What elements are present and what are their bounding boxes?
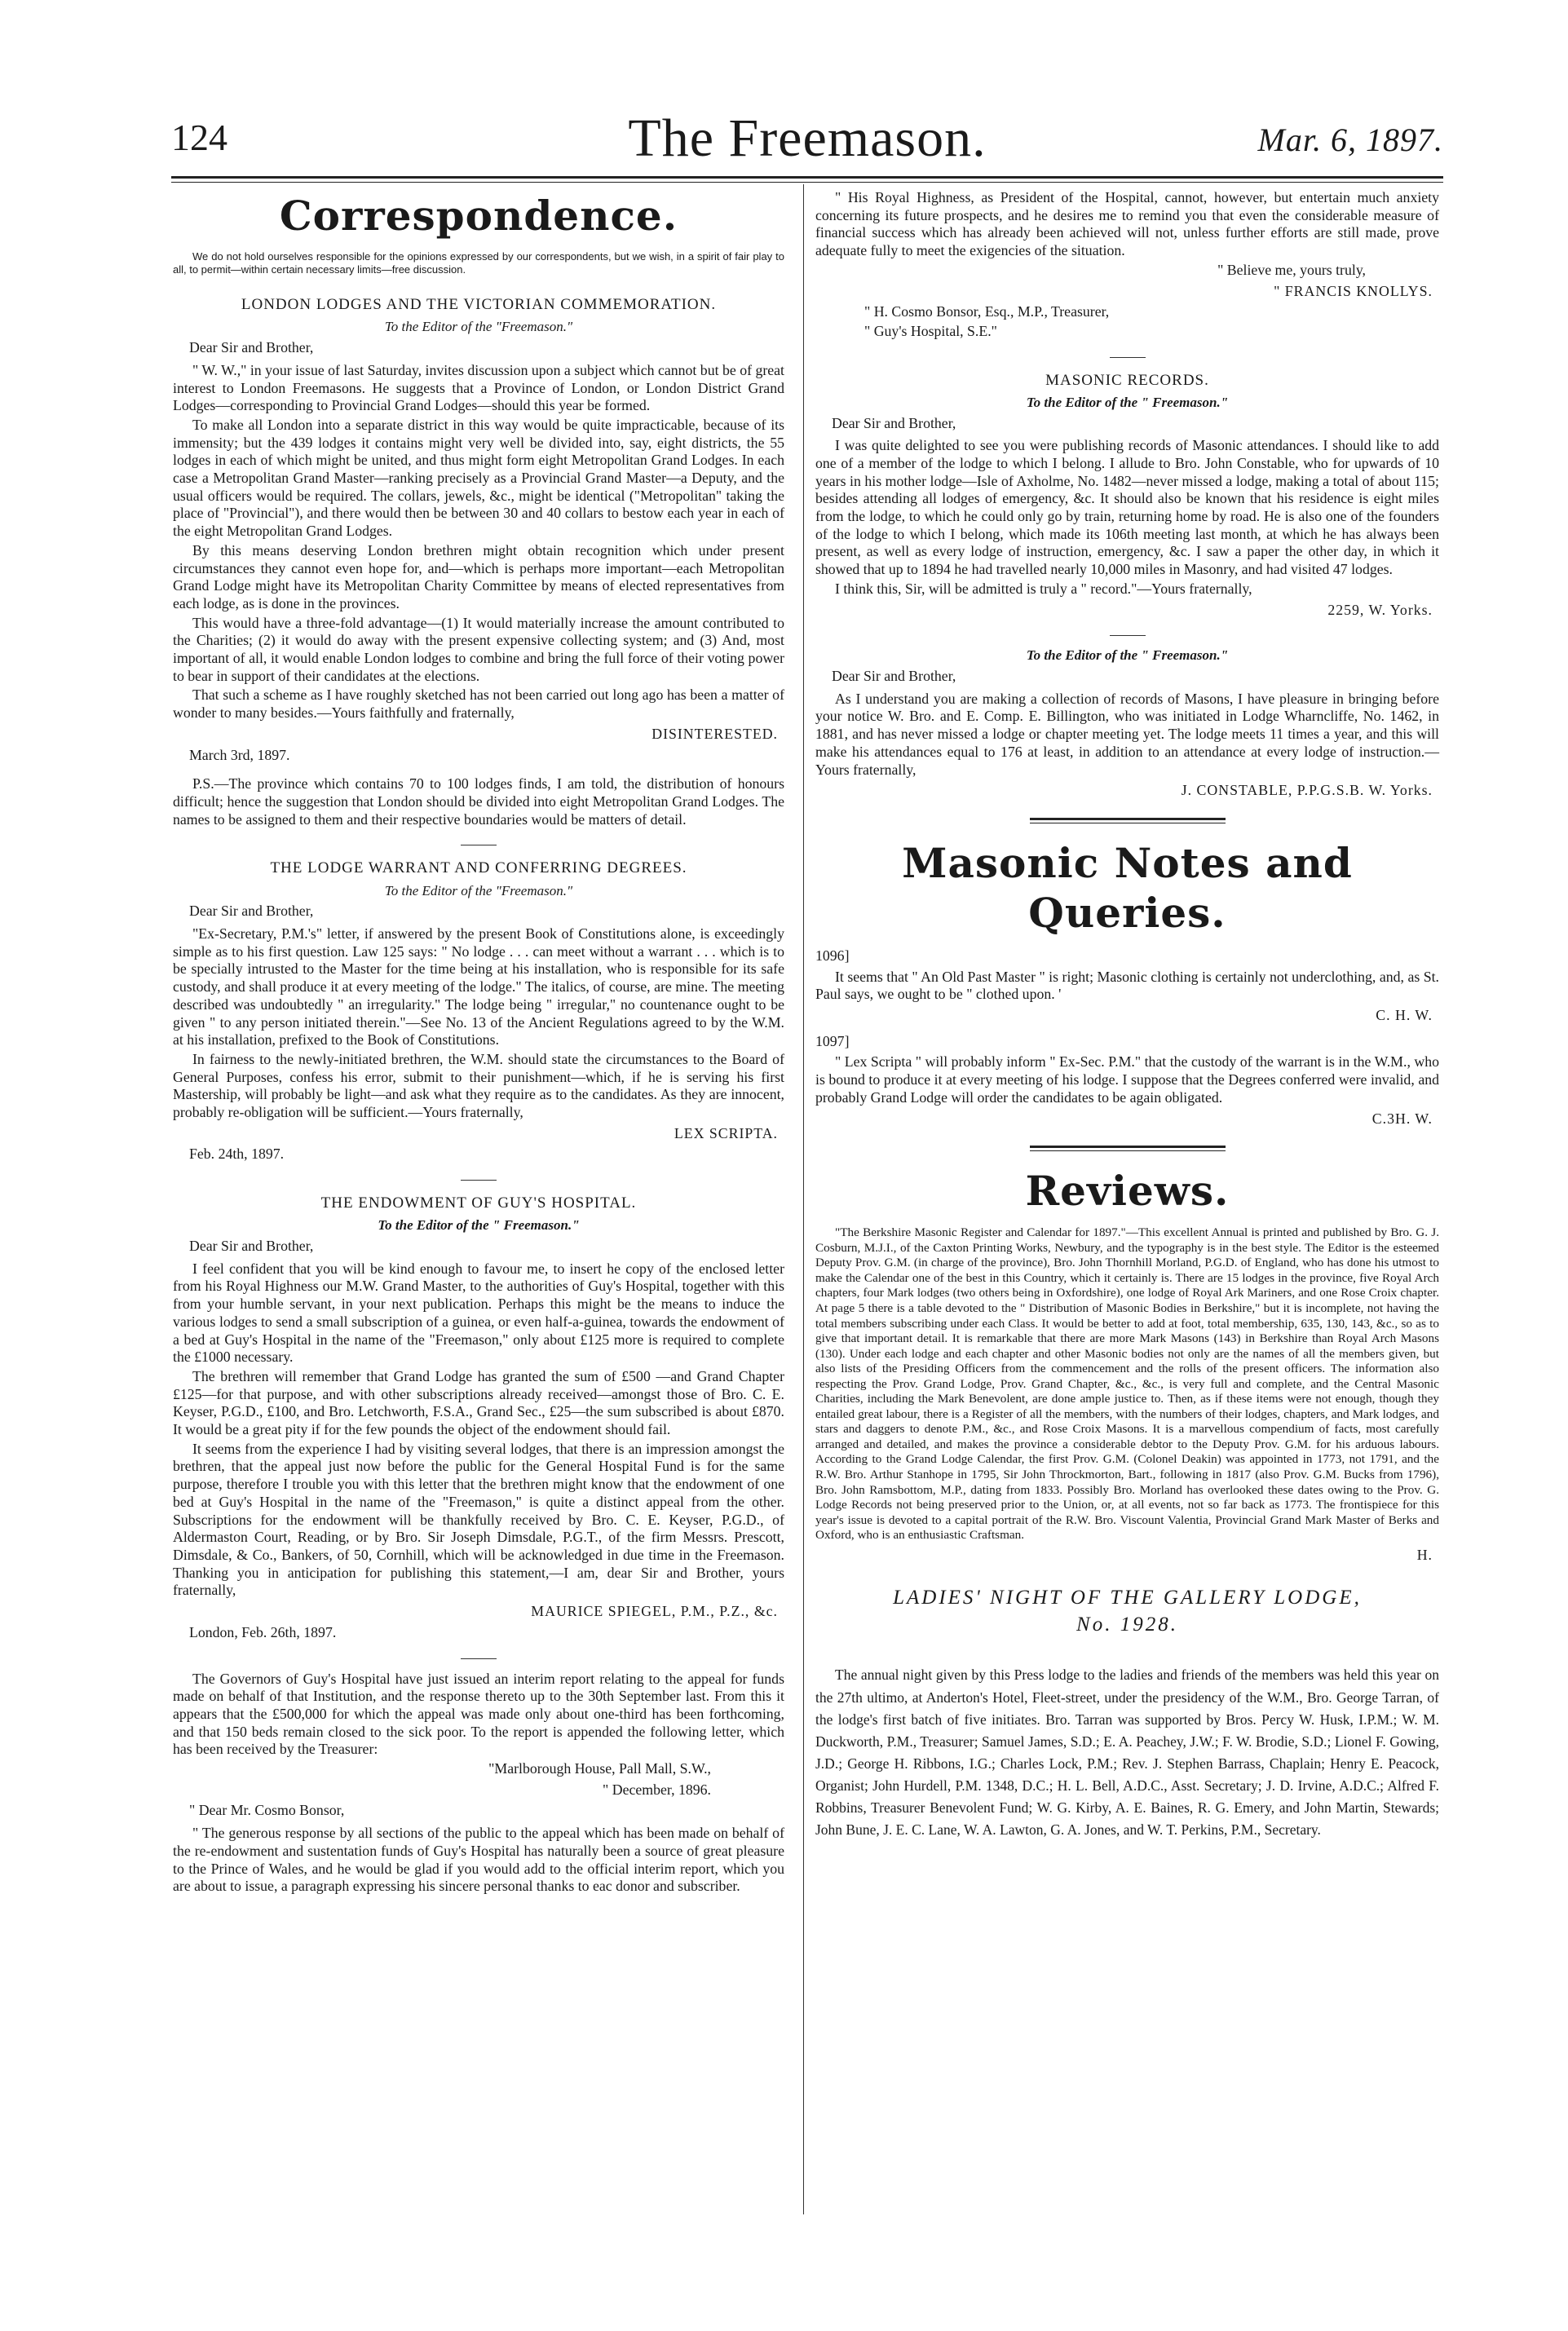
review-text: "The Berkshire Masonic Register and Calendar for 1897."—This excellent Annual is printed and published by Bro. G. J. Cosburn, M.J.I., of the Caxton Printing Works, Newbury, and the typography is in the best style. The Editor is the esteemed Deputy Prov. G.M. (in charge of the province), Bro. John Thornhill Morland, P.G.D. of England, who has done his utmost to make the Calendar one of the best in this Country, which it certainly is. There are 15 lodges in the province, five Royal Arch chapters, four Mark lodges (two others being in Oxfordshire), one lodge of Royal Ark Mariners, and one Rose Croix chapter. At page 5 there is a table devoted to the " Distribution of Masonic Bodies in Berkshire," but it is incomplete, not having the total members subscribing under each Class. It would be better to add at foot, total membership, 635, 130, 143, &c., so as to give that important detail. It is remarkable that there are more Mark Masons (143) in Berkshire than Royal Arch Masons (130). Under each lodge and each chapter and other Masonic bodies not only are the names of all the members given, but also lists of the Presiding Officers from the commencement and the rolls of the present officers. The information also respecting the Prov. Grand Lodge, Prov. Grand Chapter, &c., &c., is very full and complete, and the Central Masonic Charities, including the Mark Benevolent, are done ample justice to. Then, as if these items were not enough, though they entailed great labour, there is a Register of all the members, with the numbers of their lodges, chapters, and Mark lodges, and stars and daggers to denote P.M., &c., and Rose Croix Masons. It is a marvellous compendium of facts, most carefully arranged and detailed, and makes the province a considerable debtor to the Deputy Prov. G.M. for his arduous labours. According to the Grand Lodge Calendar, the first Prov. G.M. (Colonel Deakin) was appointed in 1773, not 1791, and the R.W. Bro. Arthur Stanhope in 1795, Sir John Throckmorton, Bart., following in 1817 (also Prov. G.M. Bucks from 1796), Bro. John Ramsbottom, M.P., dating from 1833. Possibly Bro. Morland has overlooked these dates owing to the Prov. G. Lodge Records not being preserved prior to the Union, or, at all events, not so far back as 1773. The frontispiece for this year's issue is devoted to a capital portrait of the R.W. Bro. Viscount Valentia, Provincial Grand Mark Master of Berks and Oxford, who is an enthusiastic Craftsman. <box>815 1225 1439 1543</box>
ladies-night-lodge-number: No. 1928. <box>1076 1613 1178 1636</box>
left-column <box>173 189 784 1897</box>
query-number: 1097] <box>815 1032 850 1049</box>
letter-postscript: P.S.—The province which contains 70 to 100 lodges finds, I am told, the distribution of honours difficult; hence the suggestion that London should be divided into eight Metropolitan Grand Lodges. The names to be assigned to them and their respective boundaries would be matters of detail. <box>173 775 784 828</box>
salutation: Dear Sir and Brother, <box>189 903 314 920</box>
masthead-rule <box>171 176 1443 179</box>
address-line: "Marlborough House, Pall Mall, S.W., <box>488 1760 711 1777</box>
to-editor-line: To the Editor of the "Freemason." <box>384 319 573 335</box>
letter-paragraph: I was quite delighted to see you were publishing records of Masonic attendances. I should like to add one of a member of the lodge to which I belong. I allude to Bro. John Constable, who for upwards of 10 years in his mother lodge—Isle of Axholme, No. 1482—never missed a lodge, making a total of about 115; besides attending all lodges of emergency, &c. It should also be known that his residence is eight miles from the lodge, to which he could only go by train, returning home by road. He is also one of the founders of the lodge to which I belong, which made its 106th meeting last month, at which he has always been present, as well as every lodge of instruction, emergency, &c. I saw a paper the other day, in which it showed that up to 1894 he had travelled nearly 10,000 miles in Masonry, and had visited 47 lodges. <box>815 437 1439 578</box>
double-rule <box>1030 1146 1226 1151</box>
page-number: 124 <box>171 117 227 158</box>
letter-heading: THE ENDOWMENT OF GUY'S HOSPITAL. <box>320 1194 637 1212</box>
letter-signature: DISINTERESTED. <box>651 725 778 742</box>
to-editor-line: To the Editor of the "Freemason." <box>384 882 573 898</box>
letter-date: London, Feb. 26th, 1897. <box>189 1623 337 1640</box>
correspondence-disclaimer: We do not hold ourselves responsible for the opinions expressed by our correspondents, but we wish, in a spirit of fair play to all, to permit—within certain necessary limits—free discussion. <box>173 250 784 276</box>
section-rule <box>1110 635 1146 636</box>
letter-heading: MASONIC RECORDS. <box>1045 371 1209 389</box>
letter-paragraph: The brethren will remember that Grand Lodge has granted the sum of £500 —and Grand Chapter £125—for that purpose, and with other subscriptions already received—amongst those of Bro. C. E. Keyser, P.G.D., £100, and Bro. Letchworth, F.S.A., Grand Sec., £25—the sum subscribed is about £870. It would be a great pity if for the few pounds the object of the endowment should fail. <box>173 1367 784 1438</box>
correspondence-title: Correspondence. <box>279 192 678 240</box>
query-signature: C. H. W. <box>1376 1007 1433 1024</box>
issue-date: Mar. 6, 1897. <box>1257 121 1443 158</box>
query-signature: C.3H. W. <box>1371 1110 1433 1127</box>
letter-paragraph: " W. W.," in your issue of last Saturday, invites discussion upon a subject which cannot but be of great interest to London Freemasons. He suggests that a Province of London, or London District Grand Lodges—corresponding to Provincial Grand Lodges—should this year be formed. <box>173 361 784 414</box>
right-column <box>815 189 1439 1843</box>
notes-queries-title: Masonic Notes and Queries. <box>902 838 1353 937</box>
dear-line: " Dear Mr. Cosmo Bonsor, <box>189 1802 345 1819</box>
query-text: " Lex Scripta " will probably inform " Ex-Sec. P.M." that the custody of the warrant is in the W.M., who is bound to produce it at every meeting of his lodge. I suppose that the Degrees conferred were invalid, and probably Grand Lodge will order the candidates to be again obligated. <box>815 1053 1439 1106</box>
letter-paragraph: That such a scheme as I have roughly sketched has not been carried out long ago has been a matter of wonder to many besides.—Yours faithfully and fraternally, <box>173 686 784 722</box>
newspaper-title: The Freemason. <box>628 108 987 168</box>
letter-signature: LEX SCRIPTA. <box>674 1124 778 1141</box>
letter-date: Feb. 24th, 1897. <box>189 1146 285 1163</box>
section-rule <box>1110 357 1146 358</box>
column-divider <box>803 184 804 2214</box>
letter-paragraph: By this means deserving London brethren might obtain recognition which under present circumstances they cannot even hope for, and—which is perhaps more important—each Metropolitan Grand Lodge might have its Metropolitan Charity Committee by means of elected representatives from each lodge, as is done in the provinces. <box>173 541 784 611</box>
letter-paragraph: It seems from the experience I had by visiting several lodges, that there is an impression amongst the brethren, that the appeal just now before the public for the General Hospital Fund is for the same purpose, therefore I trouble you with this letter that the brethren might know that the endowment of one bed at Guy's Hospital in the name of the "Freemason," is quite a distinct appeal from the other. Subscriptions for the endowment will be thankfully received by Bro. C. E. Keyser, P.G.D., of Aldermaston Court, Reading, or by Bro. Sir Joseph Dimsdale, P.G.T., of the firm Messrs. Prescott, Dimsdale, & Co., Bankers, of 50, Cornhill, which will be acknowledged in due time in the Freemason. Thanking you in anticipation for publishing this statement,—I am, dear Sir and Brother, yours fraternally, <box>173 1440 784 1599</box>
section-rule <box>461 1180 497 1181</box>
section-rule <box>461 1658 497 1659</box>
to-editor-line: To the Editor of the " Freemason." <box>1026 647 1229 664</box>
ladies-night-heading <box>815 1585 1439 1638</box>
salutation: Dear Sir and Brother, <box>189 339 314 356</box>
salutation: Dear Sir and Brother, <box>832 668 956 684</box>
reviews-title: Reviews. <box>1025 1167 1230 1216</box>
address-line: " December, 1896. <box>603 1781 711 1798</box>
letter-signature: J. CONSTABLE, P.P.G.S.B. W. Yorks. <box>1181 782 1433 799</box>
to-editor-line: To the Editor of the " Freemason." <box>1026 394 1229 410</box>
to-editor-line: To the Editor of the " Freemason." <box>378 1217 580 1234</box>
letter-paragraph: This would have a three-fold advantage—(1) It would materially increase the amount contributed to the Charities; (2) it would do away with the present expensive collecting system; and (3) And, most important of all, it would enable London lodges to combine and bring the full force of their voting power to bear in support of their candidates at the elections. <box>173 614 784 684</box>
addressee-line: " H. Cosmo Bonsor, Esq., M.P., Treasurer, <box>864 303 1110 320</box>
query-text: It seems that " An Old Past Master " is right; Masonic clothing is certainly not underclothing, and, as St. Paul says, we ought to be " clothed upon. ' <box>815 968 1439 1003</box>
royal-letter-paragraph: " The generous response by all sections of the public to the appeal which has been made on behalf of the re-endowment and sustentation funds of Guy's Hospital has naturally been a source of great pleasure to the Prince of Wales, and he would be glad if you would add to the official interim report, which you are about to issue, a paragraph expressing his sincere personal thanks to eac donor and subscriber. <box>173 1825 784 1895</box>
letter-signature: 2259, W. Yorks. <box>1327 601 1433 618</box>
ladies-night-text: The annual night given by this Press lodge to the ladies and friends of the members was held this year on the 27th ultimo, at Anderton's Hotel, Fleet-street, under the presidency of the W.M., Bro. George Tarran, of the lodge's first batch of five initiates. Bro. Tarran was supported by Bros. Percy W. Husk, I.P.M.; W. M. Duckworth, P.M., Treasurer; Samuel James, S.D.; E. A. Peachey, J.W.; F. W. Brodie, S.D.; Lionel F. Gowing, J.D.; George H. Ribbons, I.G.; Charles Lock, P.M.; Rev. J. Stephen Barrass, Chaplain; Henry E. Peacock, Organist; John Hurdell, P.M. 1348, D.C.; H. L. Bell, A.D.C., Asst. Secretary; J. D. Irvine, A.D.C.; Alfred F. Robbins, Treasurer Benevolent Fund; W. G. Kirby, A. E. Baines, R. G. Emery, and John Martin, Stewards; John Bune, J. E. C. Lane, W. A. Lawton, G. A. Jones, and W. T. Perkins, P.M., Secretary. <box>815 1667 1439 1839</box>
letter-paragraph: As I understand you are making a collection of records of Masons, I have pleasure in bringing before your notice W. Bro. and E. Comp. E. Billington, who was initiated in Lodge Wharncliffe, No. 1462, in 1881, and has never missed a lodge or chapter meeting yet. The lodge meets 11 times a year, and this will make his attendances equal to 176 at least, in addition to an attendance at every lodge of instruction.—Yours fraternally, <box>815 690 1439 778</box>
letter-date: March 3rd, 1897. <box>189 746 290 763</box>
letter-heading: LONDON LODGES AND THE VICTORIAN COMMEMORATION. <box>241 296 717 314</box>
royal-letter-paragraph: " His Royal Highness, as President of the Hospital, cannot, however, but entertain much anxiety concerning its future prospects, and he desires me to remind you that even the considerable measure of financial success which has already been achieved will not, unless further efforts are still made, prove adequate fully to meet the exigencies of the situation. <box>815 189 1439 259</box>
letter-paragraph: To make all London into a separate district in this way would be quite impracticable, because of its immensity; but the 439 lodges it contains might very well be divided into, say, eight districts, the 55 lodges in each of which might be united, and thus might form eight Metropolitan Grand Lodges. In each case a Metropolitan Grand Master—ranking precisely as a Provincial Grand Master—a Deputy, and the usual officers would be required. The collars, jewels, &c., might be identical ("Metropolitan" taking the place of "Provincial"), and there would then be between 30 and 40 collars to bestow each year in each of the eight Metropolitan Grand Lodges. <box>173 416 784 540</box>
letter-paragraph: I feel confident that you will be kind enough to favour me, to insert he copy of the enclosed letter from his Royal Highness our M.W. Grand Master, to the authorities of Guy's Hospital, together with this from your humble servant, in your next publication. Perhaps this might be the means to induce the various lodges to send a small subscription of a guinea, or even half-a-guinea, towards the endowment of a bed at Guy's Hospital in the name of the "Freemason," only about £125 more is required to complete the £1000 necessary. <box>173 1260 784 1366</box>
letter-signature: MAURICE SPIEGEL, P.M., P.Z., &c. <box>531 1603 778 1620</box>
governors-paragraph: The Governors of Guy's Hospital have just issued an interim report relating to the appeal for funds made on behalf of that Institution, and the response thereto up to the 30th September last. From this it appears that the £500,000 for which the appeal was made only about one-third has been forthcoming, and that 150 beds remain closed to the sick poor. To the report is appended the following letter, which has been received by the Treasurer: <box>173 1670 784 1758</box>
letter-paragraph: In fairness to the newly-initiated brethren, the W.M. should state the circumstances to the Board of General Purposes, confess his error, submit to their punishment—which, if he is serving his first Mastership, will probably be light—and ask what they require as to the candidates. As they are innocent, probably re-obligation will be sufficient.—Yours fraternally, <box>173 1050 784 1121</box>
salutation: Dear Sir and Brother, <box>832 414 956 431</box>
salutation: Dear Sir and Brother, <box>189 1238 314 1255</box>
letter-heading: THE LODGE WARRANT AND CONFERRING DEGREES. <box>270 859 687 877</box>
query-number: 1096] <box>815 947 850 964</box>
masthead <box>171 108 1443 168</box>
masthead-rule-thin <box>171 182 1443 183</box>
double-rule <box>1030 818 1226 823</box>
addressee-line: " Guy's Hospital, S.E." <box>864 322 997 339</box>
letter-paragraph: "Ex-Secretary, P.M.'s" letter, if answered by the present Book of Constitutions alone, is exceedingly simple as to his first question. Law 125 says: " No lodge . . . can meet without a warrant . . . which is to be specially intrusted to the Master for the time being at his installation, who is responsible for its safe custody, and shall produce it at every meeting of the lodge." The italics, of course, are mine. The meeting described was undoubtedly " an irregularity." The lodge being " irregular," no countenance ought to be given " to any person initiated therein."—See No. 13 of the Ancient Regulations agreed to by the W.M. at his installation, prefixed to the Book of Constitutions. <box>173 925 784 1049</box>
review-signature: H. <box>1416 1546 1433 1563</box>
letter-signature: " FRANCIS KNOLLYS. <box>1274 282 1433 299</box>
ladies-night-title: LADIES' NIGHT OF THE GALLERY LODGE, <box>893 1587 1362 1609</box>
closing-line: " Believe me, yours truly, <box>1217 261 1366 278</box>
letter-paragraph: I think this, Sir, will be admitted is truly a " record."—Yours fraternally, <box>835 580 1252 597</box>
